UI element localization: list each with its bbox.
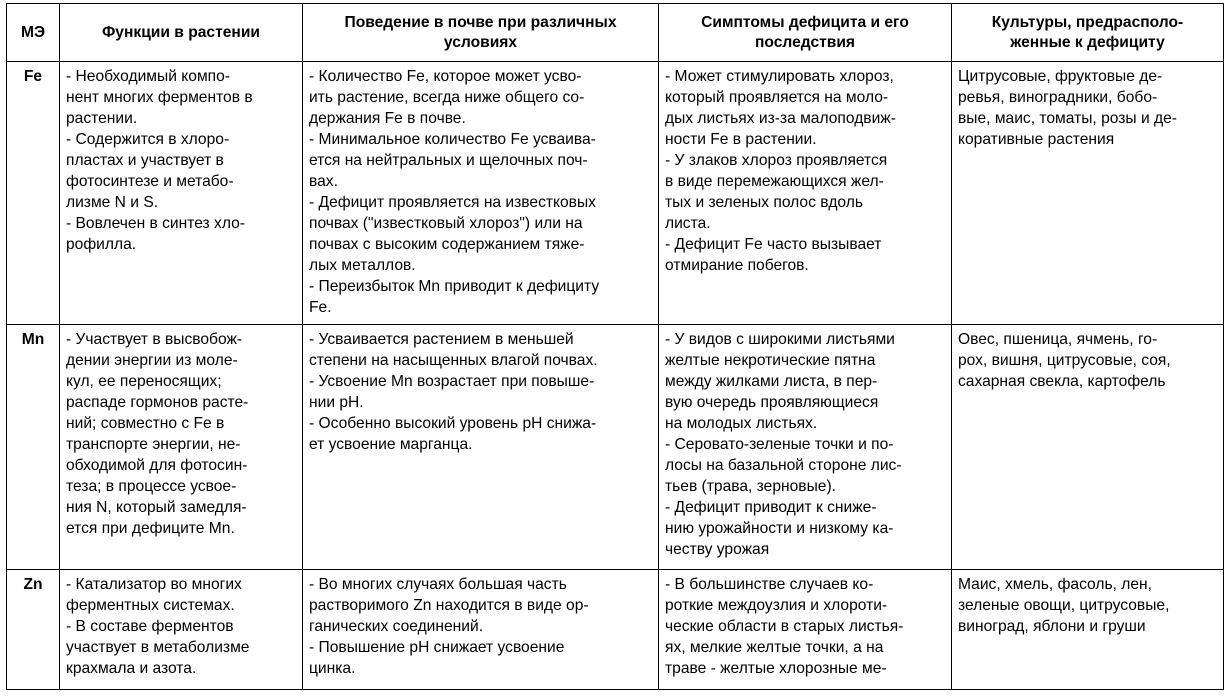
text-line: ческие области в старых листья-	[665, 618, 904, 635]
text-line: тьев (трава, зерновые).	[665, 478, 836, 495]
text-line: распаде гормонов расте-	[66, 394, 249, 411]
text-line: желтые некротические пятна	[665, 352, 876, 369]
text-line: - Повышение pH снижает усвоение	[309, 639, 565, 656]
text-line: между жилками листа, в пер-	[665, 373, 878, 390]
element-cell: Mn	[7, 325, 60, 570]
crops-cell	[952, 62, 1224, 325]
text-line: почвах с высоким содержанием тяже-	[309, 236, 585, 253]
text-line: кул, ее переносящих;	[66, 373, 222, 390]
text-line: Симптомы дефицита и его	[701, 13, 909, 31]
text-line: Культуры, предрасполо-	[991, 13, 1184, 31]
text-line: нии pH.	[309, 394, 364, 411]
text-line: - Участвует в высвобож-	[66, 331, 243, 348]
text-line: ния N, который замедля-	[66, 499, 247, 516]
text-line: отмирание побегов.	[665, 257, 809, 274]
text-line: почвах ("известковый хлороз") или на	[309, 215, 583, 232]
element-cell: Fe	[7, 62, 60, 325]
text-line: пластах и участвует в	[66, 152, 224, 169]
symptoms-cell	[659, 570, 952, 690]
text-line: крахмала и азота.	[66, 660, 197, 677]
text-line: участвует в метаболизме	[66, 639, 250, 656]
text-line: вую очередь проявляющиеся	[665, 394, 879, 411]
text-line: Цитрусовые, фруктовые де-	[958, 68, 1163, 85]
text-line: листа.	[665, 215, 711, 232]
text-line: - Вовлечен в синтез хло-	[66, 215, 245, 232]
text-line: условиях	[443, 33, 518, 51]
text-line: - В составе ферментов	[66, 618, 234, 635]
text-line: вые, маис, томаты, розы и де-	[958, 110, 1177, 127]
text-line: нент многих ферментов в	[66, 89, 253, 106]
text-line: траве - желтые хлорозные ме-	[665, 660, 887, 677]
text-line: коративные растения	[958, 131, 1115, 148]
text-line: - Катализатор во многих	[66, 576, 242, 593]
text-line: ет усвоение марганца.	[309, 436, 473, 453]
soil-behavior-cell	[303, 325, 659, 570]
text-line: ний; совместно с Fe в	[66, 415, 225, 432]
text-line: - Дефицит проявляется на известковых	[309, 194, 596, 211]
text-line: женные к дефициту	[1010, 33, 1165, 51]
micronutrient-table	[6, 3, 1224, 690]
text-line: МЭ	[20, 23, 46, 41]
text-line: последствия	[754, 33, 856, 51]
text-line: ется на нейтральных и щелочных поч-	[309, 152, 588, 169]
text-line: - Особенно высокий уровень pH снижа-	[309, 415, 597, 432]
text-line: ется при дефиците Mn.	[66, 520, 235, 537]
functions-cell	[60, 570, 303, 690]
symptoms-cell	[659, 62, 952, 325]
text-line: рох, вишня, цитрусовые, соя,	[958, 352, 1171, 369]
text-line: тых и зеленых полос вдоль	[665, 194, 863, 211]
header-deficiency-symptoms	[659, 4, 952, 62]
text-line: который проявляется на моло-	[665, 89, 889, 106]
text-line: рофилла.	[66, 236, 137, 253]
table-row	[7, 62, 1224, 325]
text-line: Овес, пшеница, ячмень, го-	[958, 331, 1158, 348]
text-line: - Усваивается растением в меньшей	[309, 331, 574, 348]
text-line: ревья, виноградники, бобо-	[958, 89, 1158, 106]
text-line: фотосинтезе и метабо-	[66, 173, 234, 190]
text-line: - Необходимый компо-	[66, 68, 230, 85]
text-line: ферментных системах.	[66, 597, 235, 614]
symptoms-cell	[659, 325, 952, 570]
text-line: - Усвоение Mn возрастает при повыше-	[309, 373, 595, 390]
text-line: сахарная свекла, картофель	[958, 373, 1166, 390]
table-header-row	[7, 4, 1224, 62]
header-element	[7, 4, 60, 62]
text-line: нию урожайности и низкому ка-	[665, 520, 894, 537]
text-line: Fe.	[309, 299, 332, 316]
text-line: Маис, хмель, фасоль, лен,	[958, 576, 1152, 593]
header-soil-behavior	[303, 4, 659, 62]
header-functions	[60, 4, 303, 62]
table-row	[7, 570, 1224, 690]
text-line: ности Fe в растении.	[665, 131, 817, 148]
functions-cell	[60, 62, 303, 325]
text-line: - У злаков хлороз проявляется	[665, 152, 888, 169]
text-line: обходимой для фотосин-	[66, 457, 248, 474]
text-line: - Во многих случаях большая часть	[309, 576, 567, 593]
text-line: - Может стимулировать хлороз,	[665, 68, 894, 85]
text-line: - Минимальное количество Fe усваива-	[309, 131, 596, 148]
text-line: - Количество Fe, которое может усво-	[309, 68, 582, 85]
functions-cell	[60, 325, 303, 570]
text-line: честву урожая	[665, 541, 770, 558]
text-line: - У видов с широкими листьями	[665, 331, 895, 348]
text-line: Функции в растении	[102, 23, 260, 41]
text-line: на молодых листьях.	[665, 415, 818, 432]
crops-cell	[952, 570, 1224, 690]
crops-cell	[952, 325, 1224, 570]
text-line: лизме N и S.	[66, 194, 159, 211]
text-line: дении энергии из моле-	[66, 352, 238, 369]
text-line: держания Fe в почве.	[309, 110, 466, 127]
text-line: ганических соединений.	[309, 618, 484, 635]
soil-behavior-cell	[303, 62, 659, 325]
text-line: цинка.	[309, 660, 356, 677]
text-line: - Переизбыток Mn приводит к дефициту	[309, 278, 600, 295]
text-line: - Дефицит приводит к сниже-	[665, 499, 877, 516]
header-susceptible-crops	[952, 4, 1224, 62]
text-line: лых металлов.	[309, 257, 416, 274]
text-line: степени на насыщенных влагой почвах.	[309, 352, 598, 369]
text-line: транспорте энергии, не-	[66, 436, 241, 453]
text-line: ях, мелкие желтые точки, а на	[665, 639, 884, 656]
soil-behavior-cell	[303, 570, 659, 690]
text-line: теза; в процессе усвое-	[66, 478, 237, 495]
text-line: - Серовато-зеленые точки и по-	[665, 436, 894, 453]
text-line: лосы на базальной стороне лис-	[665, 457, 902, 474]
table-row	[7, 325, 1224, 570]
text-line: вах.	[309, 173, 338, 190]
element-cell: Zn	[7, 570, 60, 690]
text-line: растворимого Zn находится в виде ор-	[309, 597, 589, 614]
text-line: - Дефицит Fe часто вызывает	[665, 236, 882, 253]
text-line: ить растение, всегда ниже общего со-	[309, 89, 585, 106]
text-line: дых листьях из-за малоподвиж-	[665, 110, 896, 127]
text-line: в виде перемежающихся жел-	[665, 173, 884, 190]
text-line: - В большинстве случаев ко-	[665, 576, 874, 593]
text-line: растении.	[66, 110, 138, 127]
text-line: Поведение в почве при различных	[344, 13, 617, 31]
text-line: зеленые овощи, цитрусовые,	[958, 597, 1170, 614]
text-line: - Содержится в хлоро-	[66, 131, 230, 148]
text-line: роткие междоузлия и хлороти-	[665, 597, 888, 614]
text-line: виноград, яблони и груши	[958, 618, 1146, 635]
